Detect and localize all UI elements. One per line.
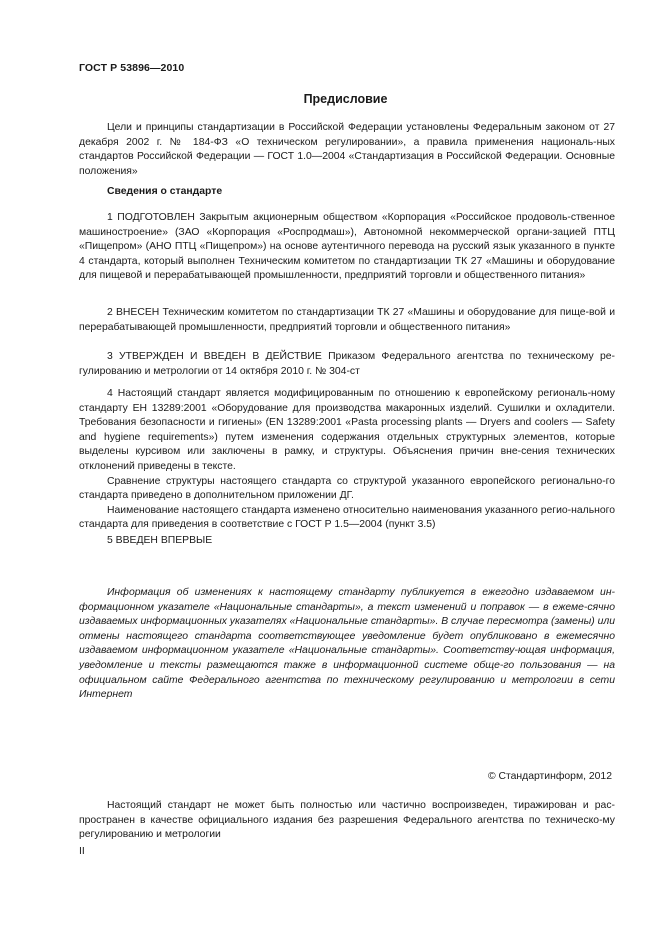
item-2-text: 2 ВНЕСЕН Техническим комитетом по стандартизации ТК 27 «Машины и оборудование для пище-вой и перерабатывающей промышленности, предприятий торговли и общественного питания» <box>79 307 615 333</box>
notice-paragraph: Информация об изменениях к настоящему стандарту публикуется в ежегодно издаваемом ин-формационном указателе «Национальные стандарты», а текст изменений и поправок — в ежеме-сячно издаваемых информационных указателях «Национальные стандарты». В случае пересмотра (замены) или отмены настоящего стандарта соответствующее уведомление будет опубликовано в ежемесячно издаваемом информационном указателе «Национальные стандарты». Соответству-ющая информация, уведомление и тексты размещаются также в информационной системе обще-го пользования — на официальном сайте Федерального агентства по техническому регулированию и метрологии в сети Интернет <box>79 587 615 701</box>
item-5-text: 5 ВВЕДЕН ВПЕРВЫЕ <box>107 535 213 546</box>
item-4-p2: Сравнение структуры настоящего стандарта со структурой указанного европейского регионально-го стандарта приведено в дополнительном приложении ДГ. <box>79 475 615 502</box>
item-1 <box>79 211 615 284</box>
item-3-text: 3 УТВЕРЖДЕН И ВВЕДЕН В ДЕЙСТВИЕ Приказом Федерального агентства по техническому ре-гулированию и метрологии от 14 октября 2010 г. № 304-ст <box>79 351 615 377</box>
item-3 <box>79 350 615 379</box>
item-4 <box>79 387 615 533</box>
reproduction-notice <box>79 799 615 843</box>
item-5 <box>79 534 615 549</box>
intro-paragraph <box>79 121 615 179</box>
reproduction-text: Настоящий стандарт не может быть полностью или частично воспроизведен, тиражирован и рас-пространен в качестве официального издания без разрешения Федерального агентства по техническо-му регулированию и метрологии <box>79 800 615 841</box>
item-4-p1: 4 Настоящий стандарт является модифицированным по отношению к европейскому региональ-ному стандарту ЕН 13289:2001 «Оборудование для производства макаронных изделий. Сушилки и охладители. Требования безопасности и гигиены» (EN 13289:2001 «Pasta processing plants — Dryers and coolers — Safety and hygiene requirements») путем изменения содержания отдельных структурных элементов, которые выделены курсивом или заключены в рамку, и структуры. Объяснения причин вне-сения технических отклонений приведены в тексте. <box>79 388 615 472</box>
item-1-text: 1 ПОДГОТОВЛЕН Закрытым акционерным обществом «Корпорация «Российское продоволь-ственное машиностроение» (ЗАО «Корпорация «Роспродмаш»), Автономной некоммерческой органи-зацией ПТЦ «Пищепром» (АНО ПТЦ «Пищепром») на основе аутентичного перевода на русский язык указанного в пункте 4 стандарта, который выполнен Техническим комитетом по стандартизации ТК 27 «Машины и оборудование для пищевой и перерабатывающей промышленности, предприятий торговли и общественного питания» <box>79 212 615 282</box>
page-number: II <box>79 846 85 857</box>
item-2 <box>79 306 615 335</box>
page-title: Предисловие <box>303 92 388 106</box>
intro-text: Цели и принципы стандартизации в Российской Федерации установлены Федеральным законом от 27 декабря 2002 г. № 184-ФЗ «О техническом регулировании», а правила применения националь-ных стандартов Российской Федерации — ГОСТ 1.0—2004 «Стандартизация в Российской Федерации. Основные положения» <box>79 122 615 177</box>
section-subhead: Сведения о стандарте <box>107 186 223 197</box>
copyright: © Стандартинформ, 2012 <box>487 771 612 782</box>
document-code: ГОСТ Р 53896—2010 <box>79 62 185 74</box>
item-4-p3: Наименование настоящего стандарта изменено относительно наименования указанного регио-нального стандарта для приведения в соответствие с ГОСТ Р 1.5—2004 (пункт 3.5) <box>79 504 615 531</box>
